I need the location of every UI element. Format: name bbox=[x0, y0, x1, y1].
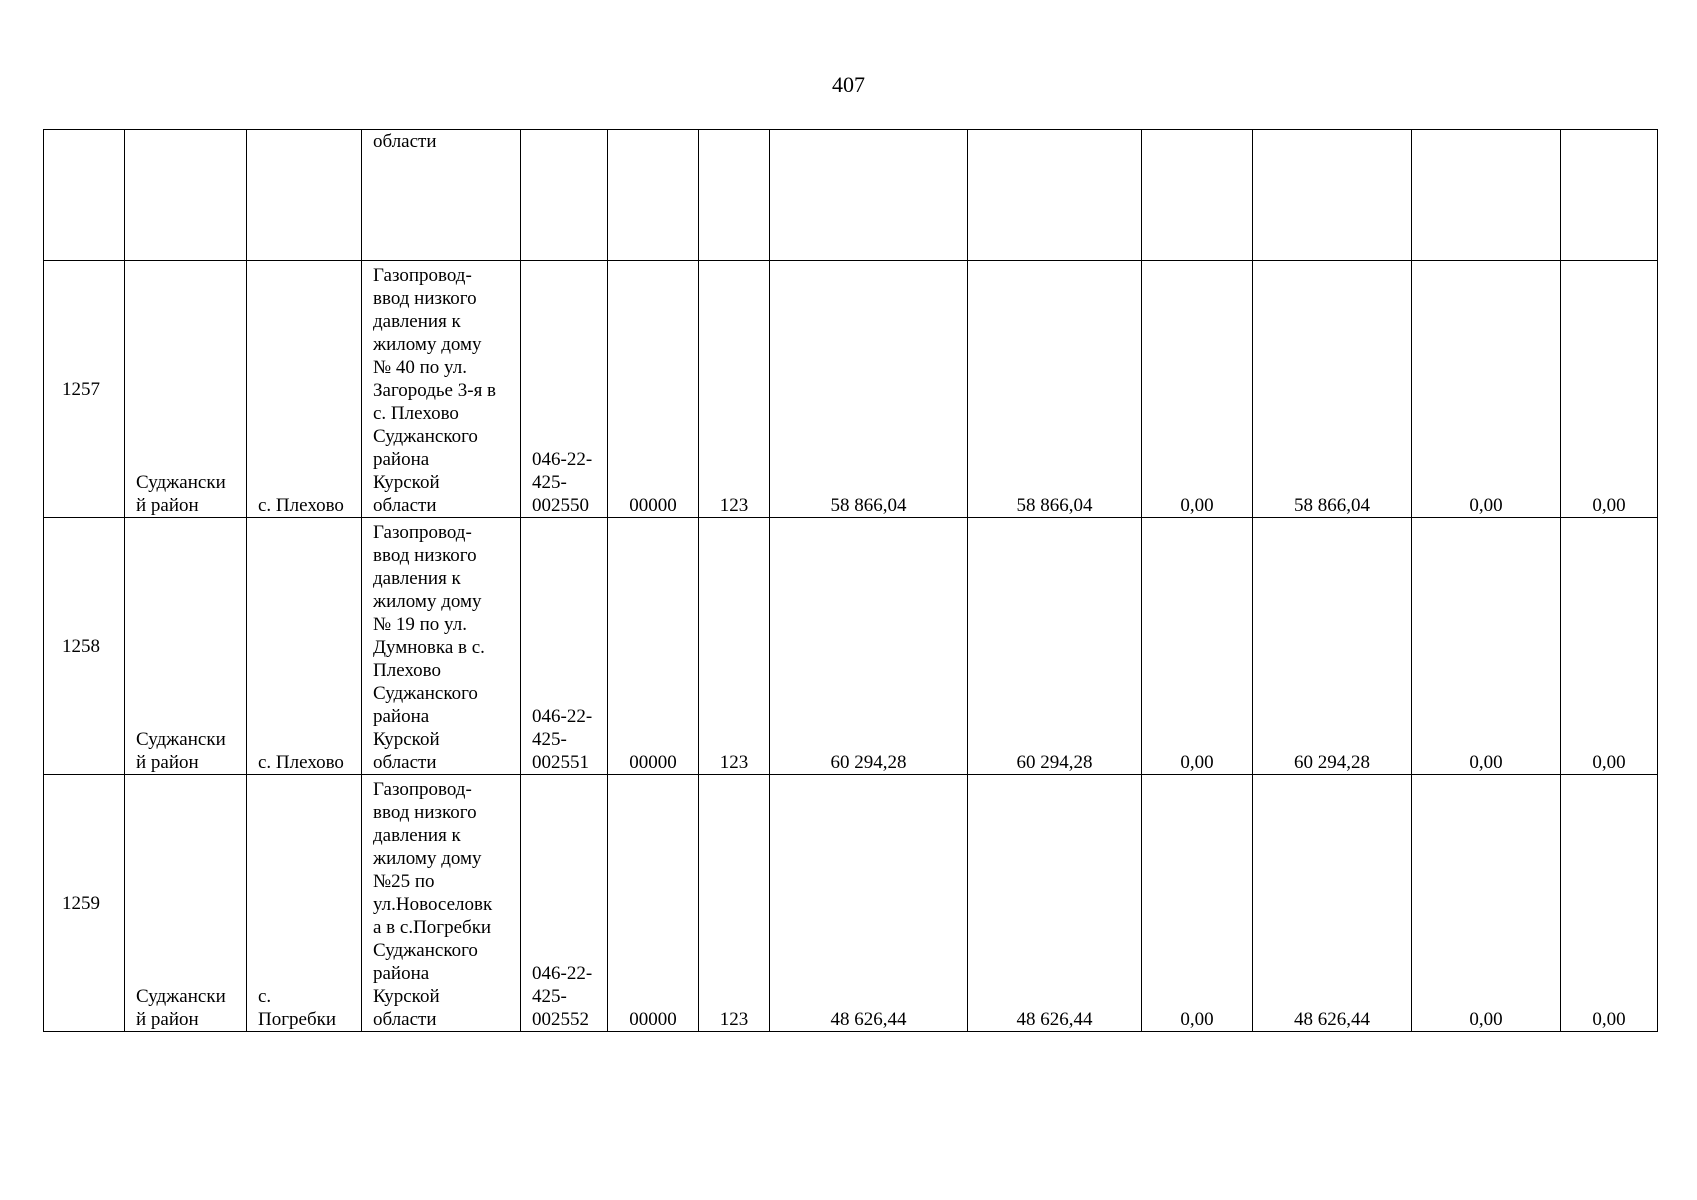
cell-v6: 0,00 bbox=[1561, 518, 1658, 775]
cell-name: Газопровод- ввод низкого давления к жилому дому № 40 по ул. Загородье 3-я в с. Плехово Суджанского района Курской области bbox=[362, 261, 521, 518]
cell-v3: 0,00 bbox=[1142, 261, 1253, 518]
cell-v1 bbox=[770, 130, 968, 261]
registry-table bbox=[43, 129, 1658, 1032]
cell-v5 bbox=[1412, 130, 1561, 261]
cell-inv: 046-22- 425- 002551 bbox=[521, 518, 608, 775]
cell-v6: 0,00 bbox=[1561, 775, 1658, 1032]
cell-inv: 046-22- 425- 002550 bbox=[521, 261, 608, 518]
table-row bbox=[44, 518, 1658, 775]
table-row bbox=[44, 775, 1658, 1032]
cell-code: 00000 bbox=[608, 261, 699, 518]
table-row bbox=[44, 261, 1658, 518]
cell-settlement: с. Погребки bbox=[247, 775, 362, 1032]
cell-v1: 58 866,04 bbox=[770, 261, 968, 518]
cell-v1: 60 294,28 bbox=[770, 518, 968, 775]
page-number: 407 bbox=[832, 72, 865, 97]
cell-num bbox=[44, 130, 125, 261]
cell-kind: 123 bbox=[699, 518, 770, 775]
cell-v4 bbox=[1253, 130, 1412, 261]
cell-v4: 60 294,28 bbox=[1253, 518, 1412, 775]
cell-v6: 0,00 bbox=[1561, 261, 1658, 518]
cell-district: Суджански й район bbox=[125, 775, 247, 1032]
cell-district bbox=[125, 130, 247, 261]
cell-num: 1257 bbox=[44, 261, 125, 518]
cell-kind: 123 bbox=[699, 775, 770, 1032]
cell-v2 bbox=[968, 130, 1142, 261]
cell-v5: 0,00 bbox=[1412, 261, 1561, 518]
cell-v4: 48 626,44 bbox=[1253, 775, 1412, 1032]
cell-settlement bbox=[247, 130, 362, 261]
cell-v3: 0,00 bbox=[1142, 775, 1253, 1032]
cell-kind: 123 bbox=[699, 261, 770, 518]
cell-name: Газопровод- ввод низкого давления к жилому дому № 19 по ул. Думновка в с. Плехово Суджанского района Курской области bbox=[362, 518, 521, 775]
cell-v3: 0,00 bbox=[1142, 518, 1253, 775]
cell-v5: 0,00 bbox=[1412, 775, 1561, 1032]
cell-settlement: с. Плехово bbox=[247, 518, 362, 775]
cell-name: Газопровод- ввод низкого давления к жилому дому №25 по ул.Новоселовк а в с.Погребки Суджанского района Курской области bbox=[362, 775, 521, 1032]
cell-v2: 58 866,04 bbox=[968, 261, 1142, 518]
cell-v5: 0,00 bbox=[1412, 518, 1561, 775]
cell-code: 00000 bbox=[608, 518, 699, 775]
cell-code: 00000 bbox=[608, 775, 699, 1032]
cell-district: Суджански й район bbox=[125, 518, 247, 775]
cell-v4: 58 866,04 bbox=[1253, 261, 1412, 518]
cell-num: 1258 bbox=[44, 518, 125, 775]
cell-v3 bbox=[1142, 130, 1253, 261]
cell-kind bbox=[699, 130, 770, 261]
cell-v6 bbox=[1561, 130, 1658, 261]
cell-num: 1259 bbox=[44, 775, 125, 1032]
cell-code bbox=[608, 130, 699, 261]
continuation-row bbox=[44, 130, 1658, 261]
cell-settlement: с. Плехово bbox=[247, 261, 362, 518]
cell-district: Суджански й район bbox=[125, 261, 247, 518]
cell-v1: 48 626,44 bbox=[770, 775, 968, 1032]
cell-name: области bbox=[362, 130, 521, 261]
cell-v2: 60 294,28 bbox=[968, 518, 1142, 775]
cell-inv bbox=[521, 130, 608, 261]
cell-v2: 48 626,44 bbox=[968, 775, 1142, 1032]
cell-inv: 046-22- 425- 002552 bbox=[521, 775, 608, 1032]
